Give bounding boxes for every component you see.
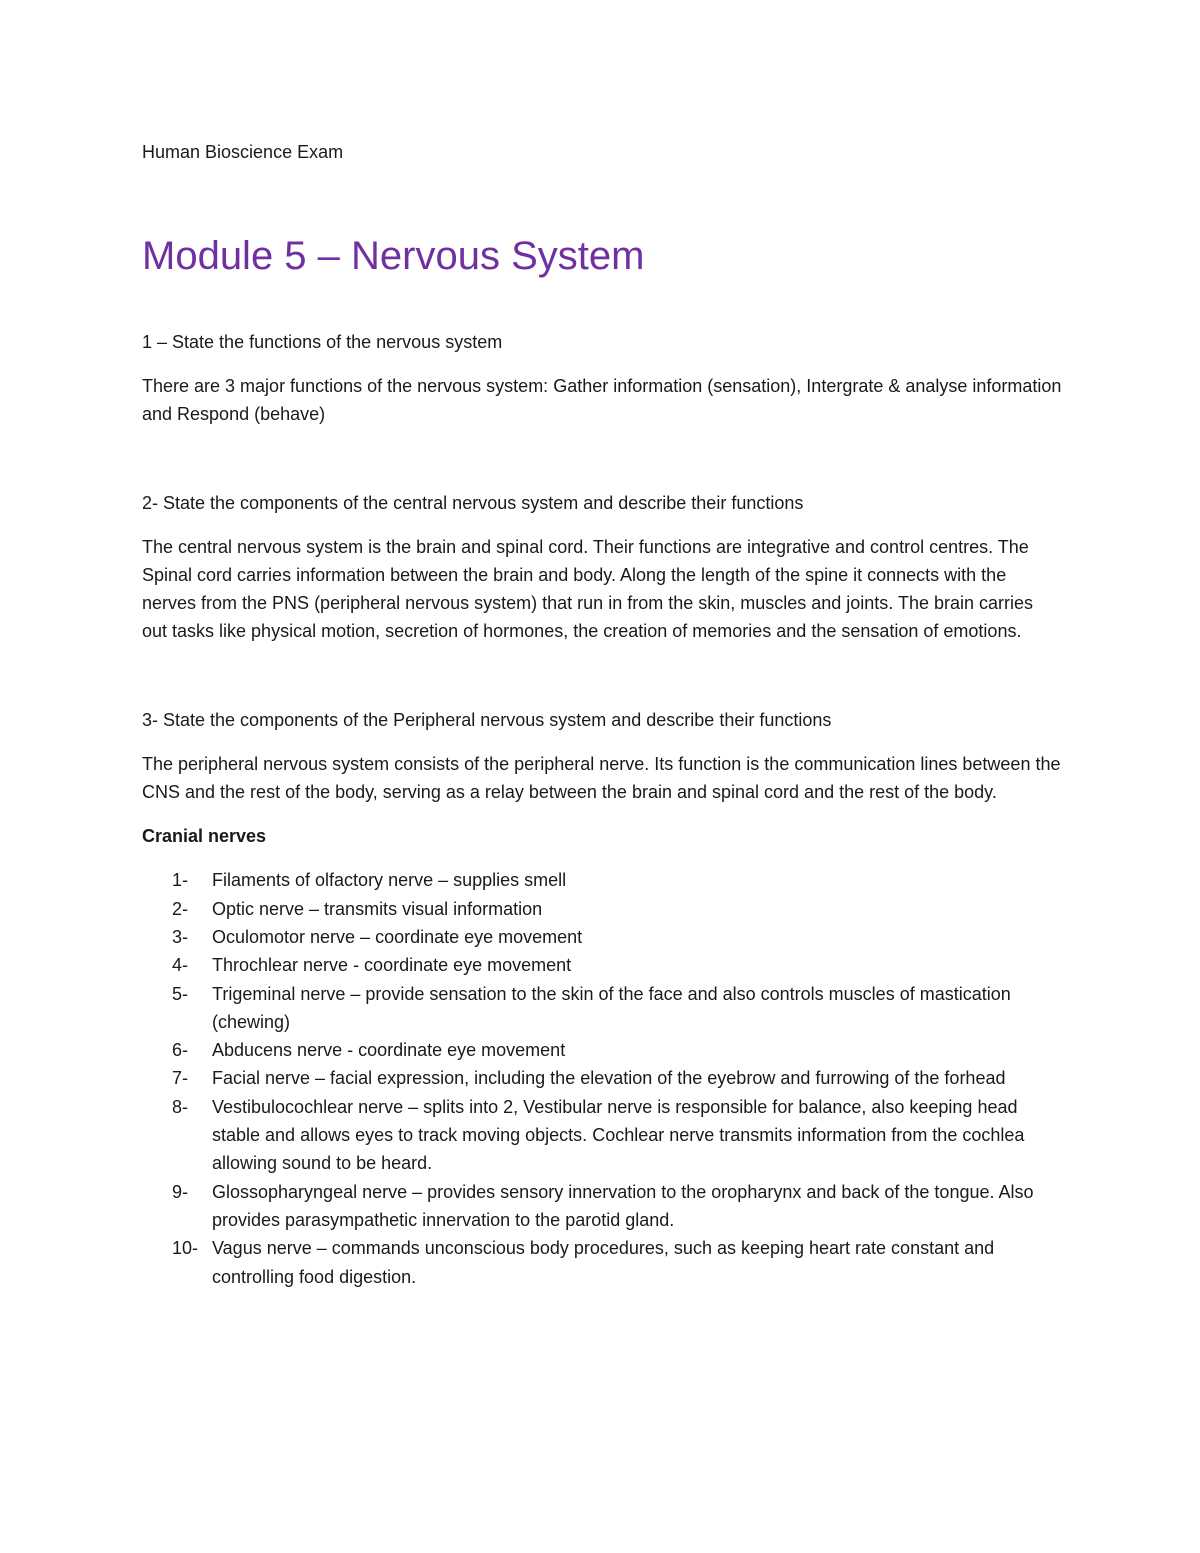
list-item-number: 9- — [172, 1181, 189, 1202]
answer-2: The central nervous system is the brain and spinal cord. Their functions are integrative and control centres. The Spinal cord carries information between the brain and body. Along the length of the spine it connects with the nerves from the PNS (peripheral nervous system) that run in from the skin, muscles and joints. The brain carries out tasks like physical motion, secretion of hormones, the creation of memories and the sensation of emotions. — [142, 536, 1034, 642]
list-item-text: Trigeminal nerve – provide sensation to the skin of the face and also controls muscles of mastication (chewing) — [212, 983, 1011, 1032]
cranial-nerve-list — [142, 866, 1062, 1290]
list-item — [142, 1234, 1062, 1291]
list-item-text: Oculomotor nerve – coordinate eye movement — [212, 926, 583, 947]
answer-3: The peripheral nervous system consists of the peripheral nerve. Its function is the communication lines between the CNS and the rest of the body, serving as a relay between the brain and spinal cord and the rest of the body. — [142, 753, 1061, 803]
list-item-number: 10- — [172, 1238, 199, 1259]
question-3: 3- State the components of the Peripheral nervous system and describe their functions — [142, 709, 832, 730]
list-item-text: Optic nerve – transmits visual information — [212, 898, 543, 919]
module-title: Module 5 – Nervous System — [142, 234, 645, 278]
question-2: 2- State the components of the central nervous system and describe their functions — [142, 492, 804, 513]
list-item-number: 7- — [172, 1068, 189, 1089]
list-item-number: 4- — [172, 955, 189, 976]
list-item — [142, 866, 1062, 894]
list-item — [142, 1036, 1062, 1064]
list-item-text: Vagus nerve – commands unconscious body procedures, such as keeping heart rate constant and controlling food digestion. — [212, 1238, 995, 1287]
list-item-number: 5- — [172, 983, 189, 1004]
list-item — [142, 923, 1062, 951]
list-item-number: 2- — [172, 898, 189, 919]
answer-1: There are 3 major functions of the nervous system: Gather information (sensation), Intergrate & analyse information and Respond (behave) — [142, 376, 1062, 425]
list-item-number: 6- — [172, 1040, 189, 1061]
list-item-text: Facial nerve – facial expression, including the elevation of the eyebrow and furrowing of the forhead — [212, 1068, 1006, 1089]
list-item-number: 8- — [172, 1096, 189, 1117]
exam-title: Human Bioscience Exam — [142, 142, 344, 162]
list-item-number: 3- — [172, 926, 189, 947]
list-item-text: Abducens nerve - coordinate eye movement — [212, 1040, 566, 1061]
list-item — [142, 1093, 1062, 1178]
document-page — [142, 138, 1062, 1291]
list-item-text: Throchlear nerve - coordinate eye movement — [212, 955, 572, 976]
list-item — [142, 951, 1062, 979]
cranial-nerves-heading: Cranial nerves — [142, 826, 267, 847]
list-item — [142, 980, 1062, 1037]
list-item-number: 1- — [172, 870, 189, 891]
list-item — [142, 1064, 1062, 1092]
list-item-text: Vestibulocochlear nerve – splits into 2, Vestibular nerve is responsible for balance, also keeping head stable and allows eyes to track moving objects. Cochlear nerve transmits information from the cochlea allowing sound to be heard. — [212, 1096, 1025, 1174]
list-item-text: Filaments of olfactory nerve – supplies smell — [212, 870, 567, 891]
question-1: 1 – State the functions of the nervous system — [142, 332, 503, 352]
list-item — [142, 895, 1062, 923]
list-item — [142, 1178, 1062, 1235]
list-item-text: Glossopharyngeal nerve – provides sensory innervation to the oropharynx and back of the tongue. Also provides parasympathetic innervation to the parotid gland. — [212, 1181, 1034, 1230]
